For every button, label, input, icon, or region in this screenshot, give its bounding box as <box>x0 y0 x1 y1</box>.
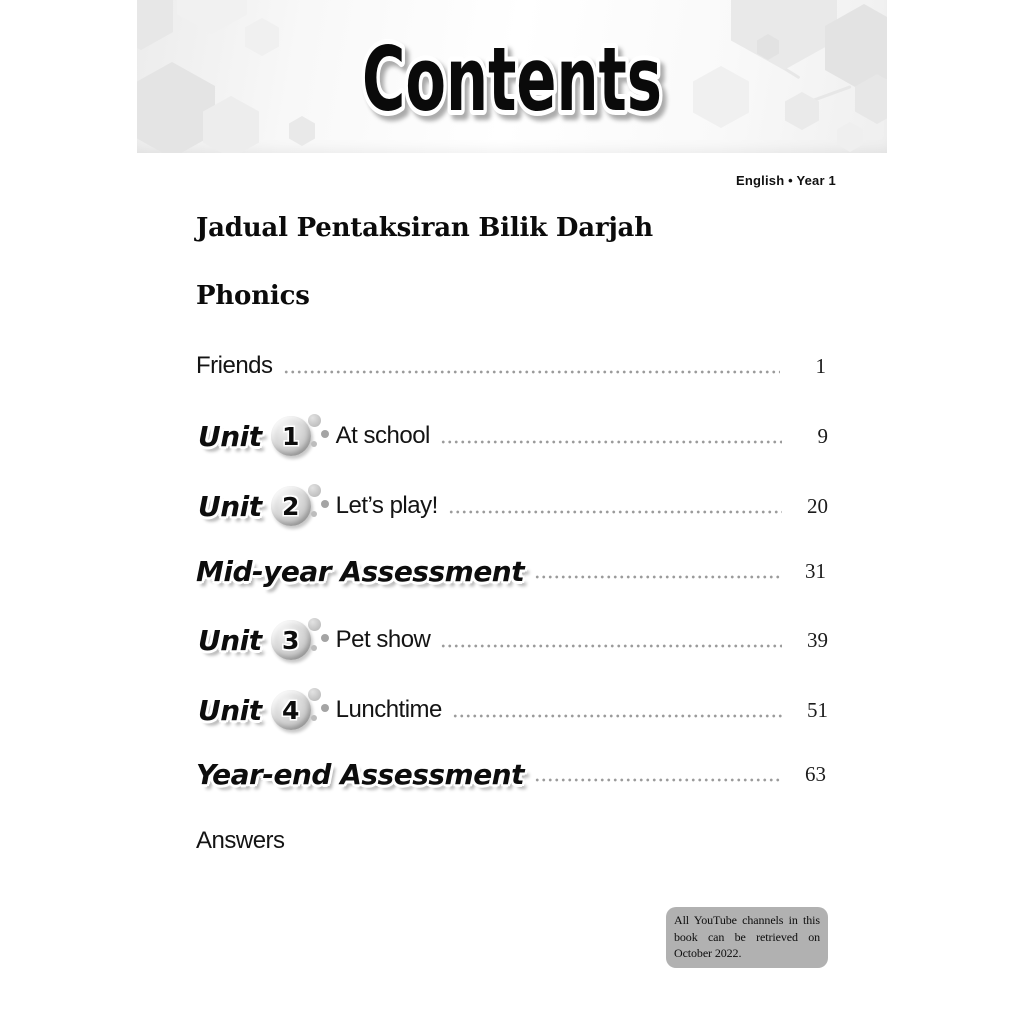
toc-entry-unit-1 <box>196 412 828 460</box>
page-number: 51 <box>807 697 828 722</box>
bubble-dots-icon <box>305 617 331 663</box>
page-number: 63 <box>805 761 826 786</box>
toc-entry-label: Answers <box>196 827 285 854</box>
unit-word: Unit <box>198 693 262 727</box>
header-banner <box>137 0 887 153</box>
page-number: 1 <box>815 353 826 378</box>
toc-heading-label: Jadual Pentaksiran Bilik Darjah <box>196 213 653 243</box>
bubble-dots-icon <box>305 687 331 733</box>
toc-entry-yearend-assessment <box>196 754 826 794</box>
toc-heading-jadual <box>196 210 826 246</box>
dot-leader <box>534 778 780 782</box>
title-banner-art <box>137 0 887 153</box>
youtube-note <box>666 907 828 968</box>
unit-number: 2 <box>281 491 300 521</box>
youtube-note-text: All YouTube channels in this book can be retrieved on October 2022. <box>674 913 820 961</box>
assessment-label: Mid-year Assessment <box>196 554 525 588</box>
assessment-label: Year-end Assessment <box>196 757 525 791</box>
page-number: 39 <box>807 627 828 652</box>
page-number: 31 <box>805 558 826 583</box>
toc-entry-friends <box>196 348 826 384</box>
toc-entry-label: At school <box>335 422 430 449</box>
dot-leader <box>448 510 782 514</box>
unit-number: 4 <box>281 695 300 725</box>
toc-entry-answers <box>196 823 826 859</box>
toc-entry-unit-4 <box>196 686 828 734</box>
unit-number: 1 <box>281 421 300 451</box>
bubble-dots-icon <box>305 483 331 529</box>
dot-leader <box>452 714 782 718</box>
toc-entry-midyear-assessment <box>196 551 826 591</box>
page-number: 20 <box>807 493 828 518</box>
toc-entry-label: Friends <box>196 352 273 379</box>
unit-number: 3 <box>281 625 300 655</box>
toc-entry-unit-2 <box>196 482 828 530</box>
toc-entry-label: Let’s play! <box>335 492 438 519</box>
dot-leader <box>283 370 780 374</box>
toc-heading-label: Phonics <box>196 281 310 311</box>
dot-leader <box>534 575 780 579</box>
page-number: 9 <box>817 423 828 448</box>
toc-entry-label: Lunchtime <box>335 696 442 723</box>
page-title: Contents <box>362 28 662 131</box>
dot-leader <box>440 644 782 648</box>
bubble-dots-icon <box>305 413 331 459</box>
unit-word: Unit <box>198 419 262 453</box>
toc-entry-unit-3 <box>196 616 828 664</box>
dot-leader <box>440 440 782 444</box>
toc-heading-phonics <box>196 278 826 314</box>
edition-label: English • Year 1 <box>735 173 836 188</box>
unit-word: Unit <box>198 489 262 523</box>
unit-word: Unit <box>198 623 262 657</box>
toc-entry-label: Pet show <box>335 626 431 653</box>
